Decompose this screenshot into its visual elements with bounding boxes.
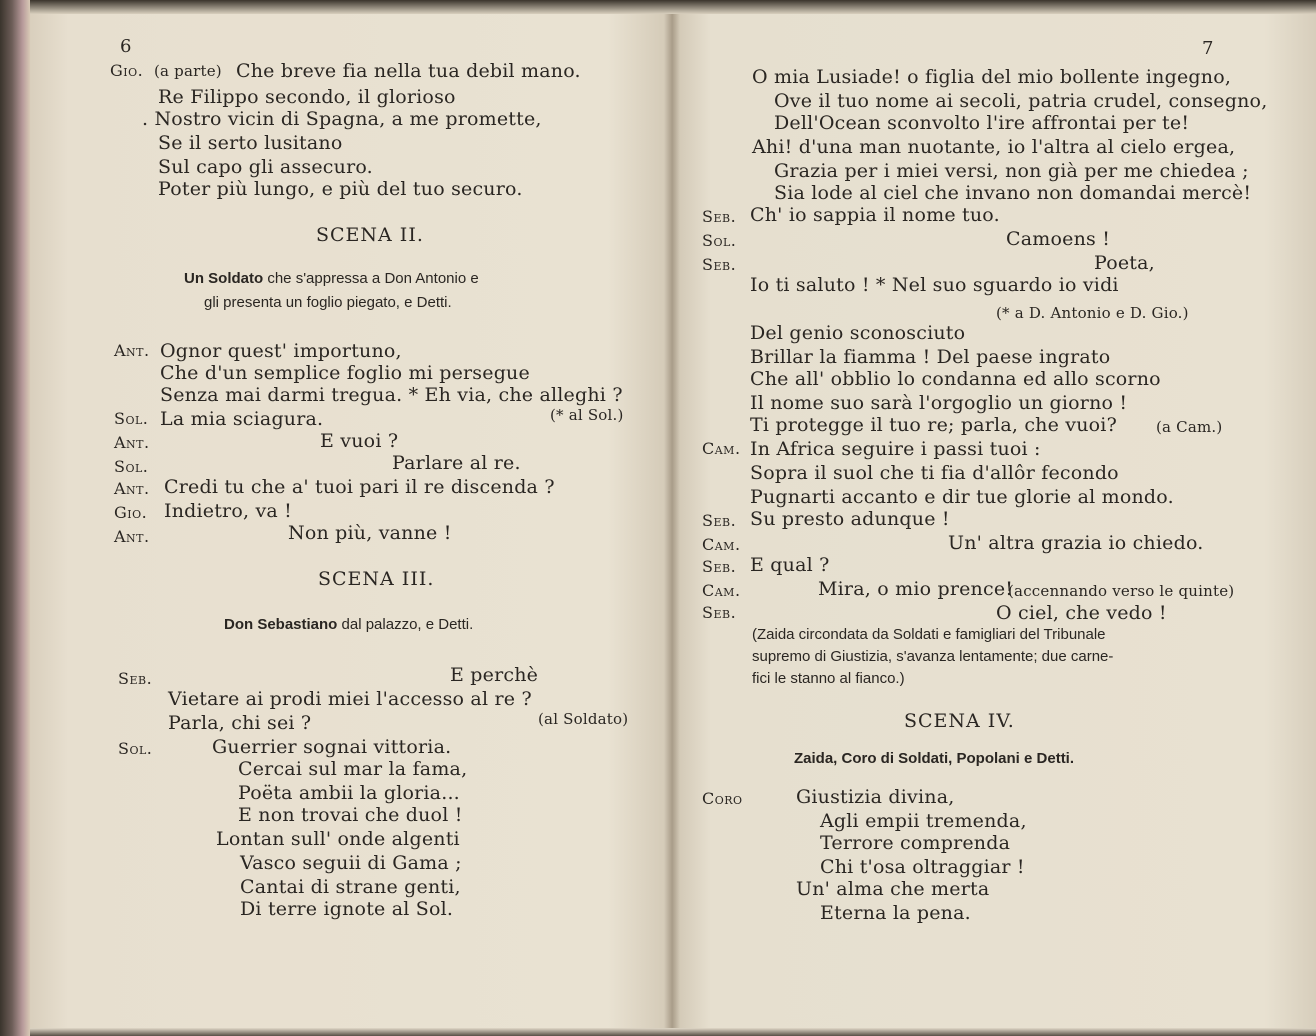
verse-line: Ahi! d'una man nuotante, io l'altra al cielo ergea, bbox=[752, 136, 1236, 158]
stage-direction: supremo di Giustizia, s'avanza lentamente; due carne- bbox=[752, 648, 1114, 665]
dialogue-line: Credi tu che a' tuoi pari il re discenda ? bbox=[164, 476, 555, 498]
aside-note: (al Soldato) bbox=[538, 710, 629, 728]
speaker-label: Cam. bbox=[702, 439, 741, 458]
speaker-label: Seb. bbox=[702, 511, 737, 530]
dialogue-line: Sopra il suol che ti fia d'allôr fecondo bbox=[750, 462, 1119, 484]
dialogue-line: Del genio sconosciuto bbox=[750, 322, 966, 344]
speaker-label: Seb. bbox=[702, 207, 737, 226]
stage-direction: fici le stanno al fianco.) bbox=[752, 670, 905, 687]
dialogue-line: Su presto adunque ! bbox=[750, 508, 950, 530]
page-top-edge bbox=[30, 0, 1316, 14]
chorus-line: Eterna la pena. bbox=[820, 902, 971, 924]
scene-heading: SCENA III. bbox=[318, 568, 435, 590]
right-page bbox=[672, 0, 1316, 1036]
book-spine bbox=[0, 0, 30, 1036]
stage-direction bbox=[184, 270, 479, 287]
dialogue-line: O ciel, che vedo ! bbox=[996, 602, 1167, 624]
dialogue-line: Ti protegge il tuo re; parla, che vuoi? bbox=[750, 414, 1117, 436]
dialogue-line: Brillar la fiamma ! Del paese ingrato bbox=[750, 346, 1111, 368]
page-bottom-edge bbox=[30, 1028, 1316, 1036]
dialogue-line: Ognor quest' importuno, bbox=[160, 340, 402, 362]
stage-direction-bold: Un Soldato bbox=[184, 270, 264, 287]
verse-line: Se il serto lusitano bbox=[158, 132, 343, 154]
dialogue-line: E qual ? bbox=[750, 554, 830, 576]
speaker-label: Seb. bbox=[702, 255, 737, 274]
stage-direction: gli presenta un foglio piegato, e Detti. bbox=[204, 294, 452, 311]
dialogue-line: Camoens ! bbox=[1006, 228, 1111, 250]
speaker-label: Seb. bbox=[702, 603, 737, 622]
dialogue-line: Mira, o mio prence! bbox=[818, 578, 1014, 600]
speaker-label: Ant. bbox=[114, 341, 150, 360]
speaker-label: Coro bbox=[702, 789, 743, 808]
speaker-label: Sol. bbox=[114, 409, 149, 428]
scene-heading: SCENA II. bbox=[316, 224, 424, 246]
dialogue-line: Il nome suo sarà l'orgoglio un giorno ! bbox=[750, 392, 1128, 414]
aside-note: (a Cam.) bbox=[1156, 418, 1223, 436]
verse-line: Dell'Ocean sconvolto l'ire affrontai per te! bbox=[774, 112, 1190, 134]
page-number: 6 bbox=[120, 36, 132, 57]
speaker-label: Gio. bbox=[114, 503, 148, 522]
speaker-label: Sol. bbox=[114, 457, 149, 476]
dialogue-line: Poëta ambii la gloria... bbox=[238, 782, 460, 804]
dialogue-line: Un' altra grazia io chiedo. bbox=[948, 532, 1204, 554]
dialogue-line: Poeta, bbox=[1094, 252, 1155, 274]
dialogue-line: In Africa seguire i passi tuoi : bbox=[750, 438, 1041, 460]
dialogue-line: Parla, chi sei ? bbox=[168, 712, 312, 734]
left-page bbox=[30, 0, 672, 1036]
chorus-line: Un' alma che merta bbox=[796, 878, 990, 900]
dialogue-line: Indietro, va ! bbox=[164, 500, 292, 522]
verse-line: . Nostro vicin di Spagna, a me promette, bbox=[142, 108, 542, 130]
stage-direction: (Zaida circondata da Soldati e famigliari del Tribunale bbox=[752, 626, 1106, 643]
verse-line: Sia lode al ciel che invano non domandai mercè! bbox=[774, 182, 1252, 204]
speaker-label: Seb. bbox=[118, 669, 153, 688]
verse-line: Che breve fia nella tua debil mano. bbox=[236, 60, 581, 82]
speaker-label: Cam. bbox=[702, 535, 741, 554]
speaker-label: Gio. bbox=[110, 61, 144, 80]
speaker-label: Seb. bbox=[702, 557, 737, 576]
stage-direction-text: dal palazzo, e Detti. bbox=[341, 616, 474, 633]
chorus-line: Agli empii tremenda, bbox=[820, 810, 1027, 832]
dialogue-line: E perchè bbox=[450, 664, 539, 686]
chorus-line: Terrore comprenda bbox=[820, 832, 1011, 854]
dialogue-line: Cercai sul mar la fama, bbox=[238, 758, 468, 780]
dialogue-line: E vuoi ? bbox=[320, 430, 399, 452]
verse-line: Grazia per i miei versi, non già per me chiedea ; bbox=[774, 160, 1249, 182]
speaker-label: Ant. bbox=[114, 433, 150, 452]
dialogue-line: Che all' obblio lo condanna ed allo scorno bbox=[750, 368, 1161, 390]
verse-line: Ove il tuo nome ai secoli, patria crudel, consegno, bbox=[774, 90, 1268, 112]
book-gutter bbox=[664, 0, 680, 1036]
speaker-label: Sol. bbox=[702, 231, 737, 250]
dialogue-line: La mia sciagura. bbox=[160, 408, 324, 430]
aside-note: (* a D. Antonio e D. Gio.) bbox=[996, 304, 1189, 322]
dialogue-line: Ch' io sappia il nome tuo. bbox=[750, 204, 1000, 226]
dialogue-line: Lontan sull' onde algenti bbox=[216, 828, 460, 850]
stage-direction: Zaida, Coro di Soldati, Popolani e Detti. bbox=[794, 750, 1075, 767]
chorus-line: Chi t'osa oltraggiar ! bbox=[820, 856, 1025, 878]
dialogue-line: Pugnarti accanto e dir tue glorie al mondo. bbox=[750, 486, 1174, 508]
dialogue-line: Di terre ignote al Sol. bbox=[240, 898, 454, 920]
aside-note: (accennando verso le quinte) bbox=[1008, 582, 1235, 600]
dialogue-line: Parlare al re. bbox=[392, 452, 521, 474]
stage-direction-text: che s'appressa a Don Antonio e bbox=[267, 270, 479, 287]
stage-direction-bold: Don Sebastiano bbox=[224, 616, 338, 633]
speaker-label: Cam. bbox=[702, 581, 741, 600]
verse-line: Re Filippo secondo, il glorioso bbox=[158, 86, 456, 108]
aside-note: (* al Sol.) bbox=[550, 406, 624, 424]
speaker-label: Ant. bbox=[114, 527, 150, 546]
dialogue-line: Vasco seguii di Gama ; bbox=[240, 852, 462, 874]
aside-note: (a parte) bbox=[154, 62, 222, 80]
dialogue-line: E non trovai che duol ! bbox=[238, 804, 463, 826]
verse-line: O mia Lusiade! o figlia del mio bollente ingegno, bbox=[752, 66, 1232, 88]
dialogue-line: Che d'un semplice foglio mi persegue bbox=[160, 362, 530, 384]
dialogue-line: Guerrier sognai vittoria. bbox=[212, 736, 452, 758]
scene-heading: SCENA IV. bbox=[904, 710, 1015, 732]
dialogue-line: Vietare ai prodi miei l'accesso al re ? bbox=[168, 688, 532, 710]
verse-line: Sul capo gli assecuro. bbox=[158, 156, 373, 178]
page-number: 7 bbox=[1202, 38, 1214, 59]
dialogue-line: Senza mai darmi tregua. * Eh via, che alleghi ? bbox=[160, 384, 623, 406]
dialogue-line: Non più, vanne ! bbox=[288, 522, 452, 544]
verse-line: Poter più lungo, e più del tuo securo. bbox=[158, 178, 523, 200]
speaker-label: Ant. bbox=[114, 479, 150, 498]
stage-direction bbox=[224, 616, 473, 633]
speaker-label: Sol. bbox=[118, 739, 153, 758]
dialogue-line: Cantai di strane genti, bbox=[240, 876, 461, 898]
chorus-line: Giustizia divina, bbox=[796, 786, 955, 808]
dialogue-line: Io ti saluto ! * Nel suo sguardo io vidi bbox=[750, 274, 1119, 296]
